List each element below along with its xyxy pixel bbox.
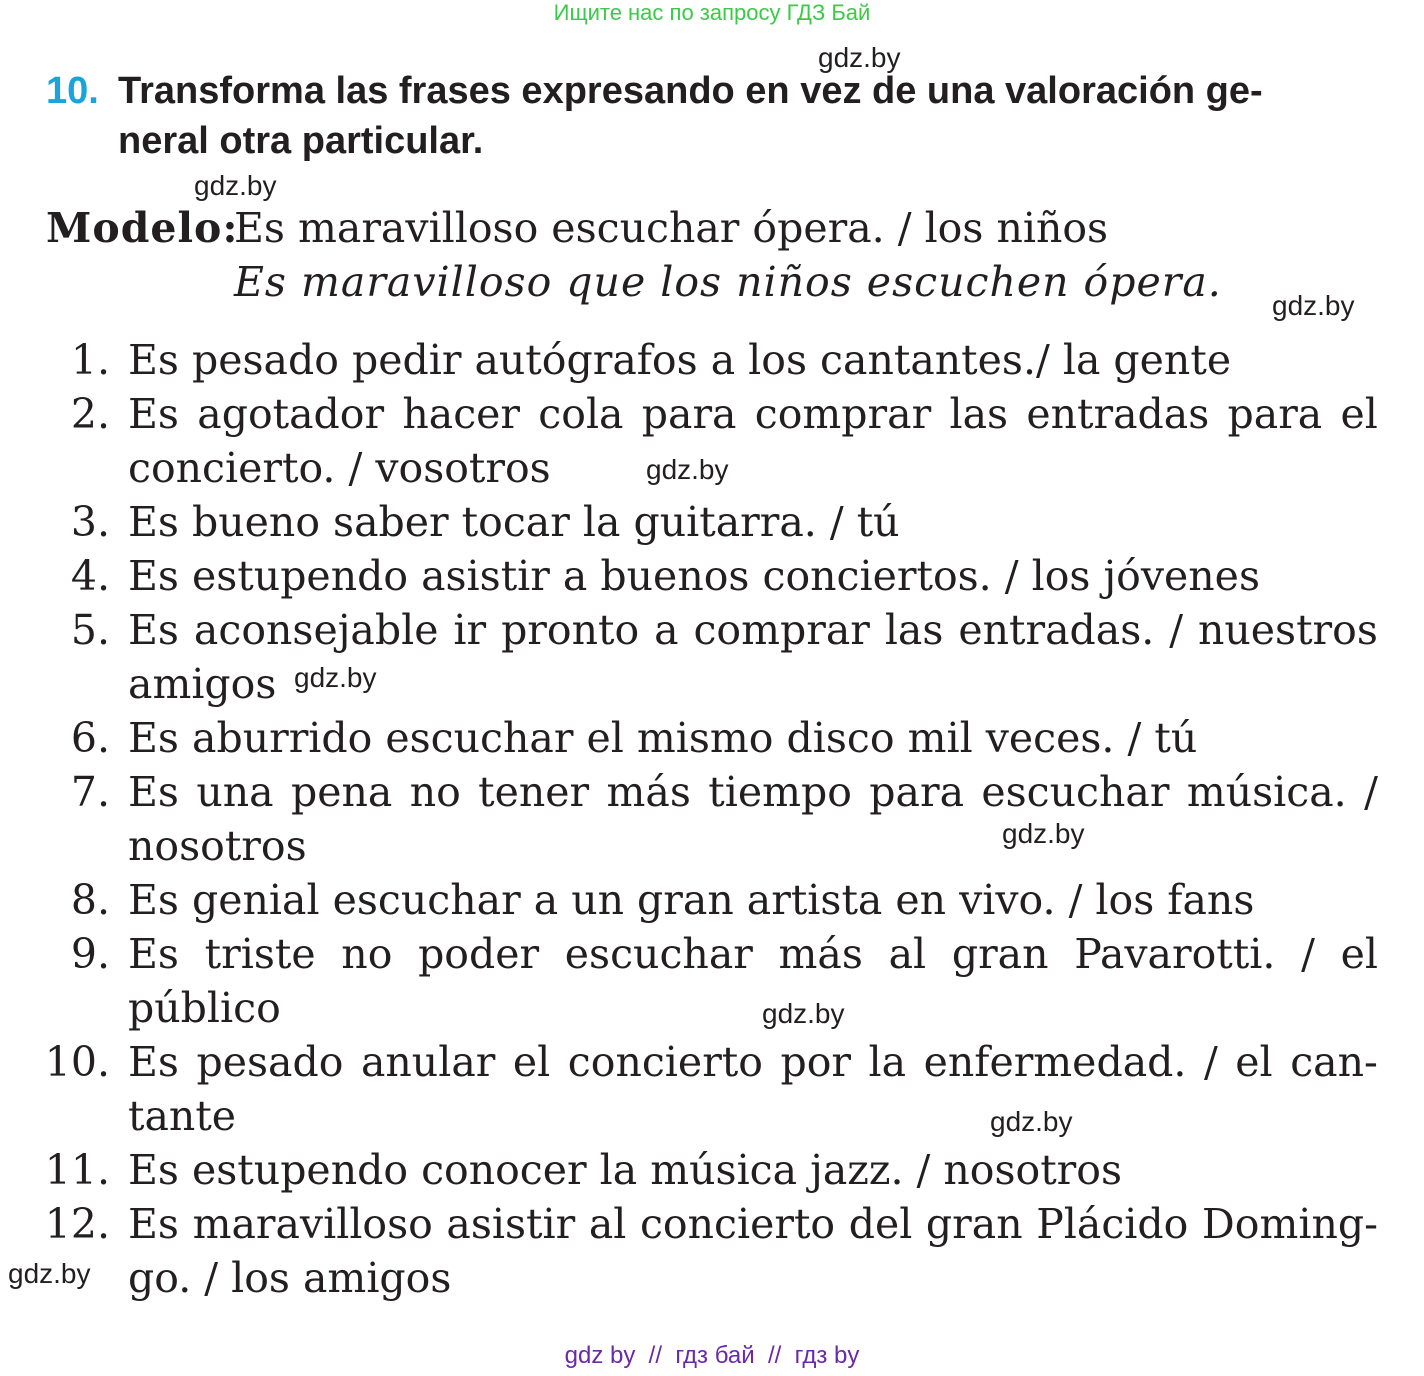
item-word: / (1301, 930, 1315, 978)
exercise-title-line-1: Transforma las frases expresando en vez de una valoración ge- (118, 70, 1263, 112)
item-word: a (654, 606, 679, 654)
item-text (128, 1200, 1378, 1248)
item-word: anular (360, 1038, 496, 1086)
item-text (128, 1038, 1378, 1086)
item-text: Es genial escuchar a un gran artista en vivo. / los fans (128, 876, 1255, 924)
item-word: agotador (197, 390, 385, 438)
item-word: tiempo (708, 768, 852, 816)
item-word: escuchar (564, 930, 753, 978)
item-word: las (949, 390, 1009, 438)
item-number: 6. (70, 714, 110, 762)
item-word: cola (538, 390, 624, 438)
item-word: gran (951, 930, 1049, 978)
item-word: maravilloso (192, 1200, 433, 1248)
watermark: gdz.by (194, 170, 277, 201)
item-word: / (1203, 1038, 1218, 1086)
item-word: ir (453, 606, 487, 654)
item-word: la (868, 1038, 907, 1086)
item-word: asistir (446, 1200, 576, 1248)
item-word: nuestros (1197, 606, 1378, 654)
item-word: más (778, 930, 863, 978)
model-example: Es maravilloso escuchar ópera. / los niños (234, 204, 1109, 252)
item-text (128, 768, 1378, 816)
item-word: las (884, 606, 944, 654)
watermark: gdz.by (8, 1258, 91, 1289)
item-number: 11. (44, 1146, 110, 1194)
item-word: no (409, 768, 461, 816)
item-word: concierto (567, 1038, 763, 1086)
item-word: por (780, 1038, 851, 1086)
item-word: pronto (501, 606, 640, 654)
item-word: el (1235, 1038, 1273, 1086)
item-word: el (1340, 930, 1378, 978)
watermark: gdz.by (762, 998, 845, 1029)
item-word: entradas (1026, 390, 1210, 438)
watermark: gdz.by (646, 454, 729, 485)
item-word: para (1227, 390, 1323, 438)
item-word: del (848, 1200, 913, 1248)
item-word: al (588, 1200, 627, 1248)
item-word: poder (418, 930, 540, 978)
item-number: 4. (70, 552, 110, 600)
watermark: gdz.by (1002, 818, 1085, 849)
item-word: entradas. (958, 606, 1155, 654)
item-text-continuation: go. / los amigos (128, 1254, 452, 1302)
item-word: pesado (196, 1038, 344, 1086)
item-word: Es (128, 1038, 179, 1086)
watermark: gdz.by (1272, 290, 1355, 321)
item-text-continuation: tante (128, 1092, 237, 1140)
item-word: triste (204, 930, 316, 978)
item-text: Es estupendo asistir a buenos conciertos. / los jóvenes (128, 552, 1260, 600)
item-word: Es (128, 1200, 179, 1248)
exercise-title-line-2: neral otra particular. (118, 120, 484, 162)
item-word: para (641, 390, 737, 438)
top-banner-text: Ищите нас по запросу ГДЗ Бай (553, 0, 871, 25)
item-word: comprar (693, 606, 870, 654)
item-text (128, 390, 1378, 438)
item-word: el (512, 1038, 551, 1086)
item-text (128, 606, 1378, 654)
item-word: Plácido (1036, 1200, 1189, 1248)
item-number: 10. (44, 1038, 110, 1086)
item-word: el (1340, 390, 1378, 438)
item-word: gran (925, 1200, 1023, 1248)
item-number: 2. (70, 390, 110, 438)
item-word: / (1169, 606, 1184, 654)
item-text-continuation: nosotros (128, 822, 307, 870)
model-label: Modelo: (46, 204, 239, 252)
item-number: 3. (70, 498, 110, 546)
item-text-continuation: amigos (128, 660, 277, 708)
item-number: 7. (70, 768, 110, 816)
item-number: 8. (70, 876, 110, 924)
item-word: enfermedad. (923, 1038, 1187, 1086)
item-word: Es (128, 390, 179, 438)
item-word: Es (128, 930, 179, 978)
footer-links: gdz by // гдз бай // гдз by (564, 1342, 860, 1369)
item-number: 12. (44, 1200, 110, 1248)
item-word: concierto (639, 1200, 836, 1248)
item-word: Es (128, 606, 179, 654)
item-word: pena (290, 768, 393, 816)
item-word: aconsejable (193, 606, 439, 654)
item-number: 9. (70, 930, 110, 978)
model-answer: Es maravilloso que los niños escuchen ópera. (234, 258, 1222, 306)
item-word: hacer (402, 390, 521, 438)
item-number: 5. (70, 606, 110, 654)
item-word: escuchar (981, 768, 1170, 816)
watermark: gdz.by (818, 42, 901, 73)
watermark: gdz.by (294, 662, 377, 693)
exercise-number: 10. (46, 70, 99, 112)
item-text (128, 930, 1378, 978)
item-word: no (341, 930, 393, 978)
item-text-continuation: público (128, 984, 281, 1032)
item-word: comprar (754, 390, 932, 438)
item-word: para (869, 768, 965, 816)
item-word: más (606, 768, 691, 816)
item-word: tener (478, 768, 590, 816)
item-word: / (1364, 768, 1378, 816)
item-text: Es bueno saber tocar la guitarra. / tú (128, 498, 900, 546)
item-word: una (196, 768, 274, 816)
item-word: can- (1290, 1038, 1378, 1086)
item-text-continuation: concierto. / vosotros (128, 444, 551, 492)
item-number: 1. (70, 336, 110, 384)
item-word: al (888, 930, 927, 978)
item-text: Es estupendo conocer la música jazz. / nosotros (128, 1146, 1123, 1194)
item-word: Es (128, 768, 179, 816)
item-word: Pavarotti. (1074, 930, 1276, 978)
item-text: Es pesado pedir autógrafos a los cantantes./ la gente (128, 336, 1232, 384)
item-text: Es aburrido escuchar el mismo disco mil veces. / tú (128, 714, 1198, 762)
item-word: música. (1186, 768, 1347, 816)
watermark: gdz.by (990, 1106, 1073, 1137)
item-word: Doming- (1201, 1200, 1378, 1248)
